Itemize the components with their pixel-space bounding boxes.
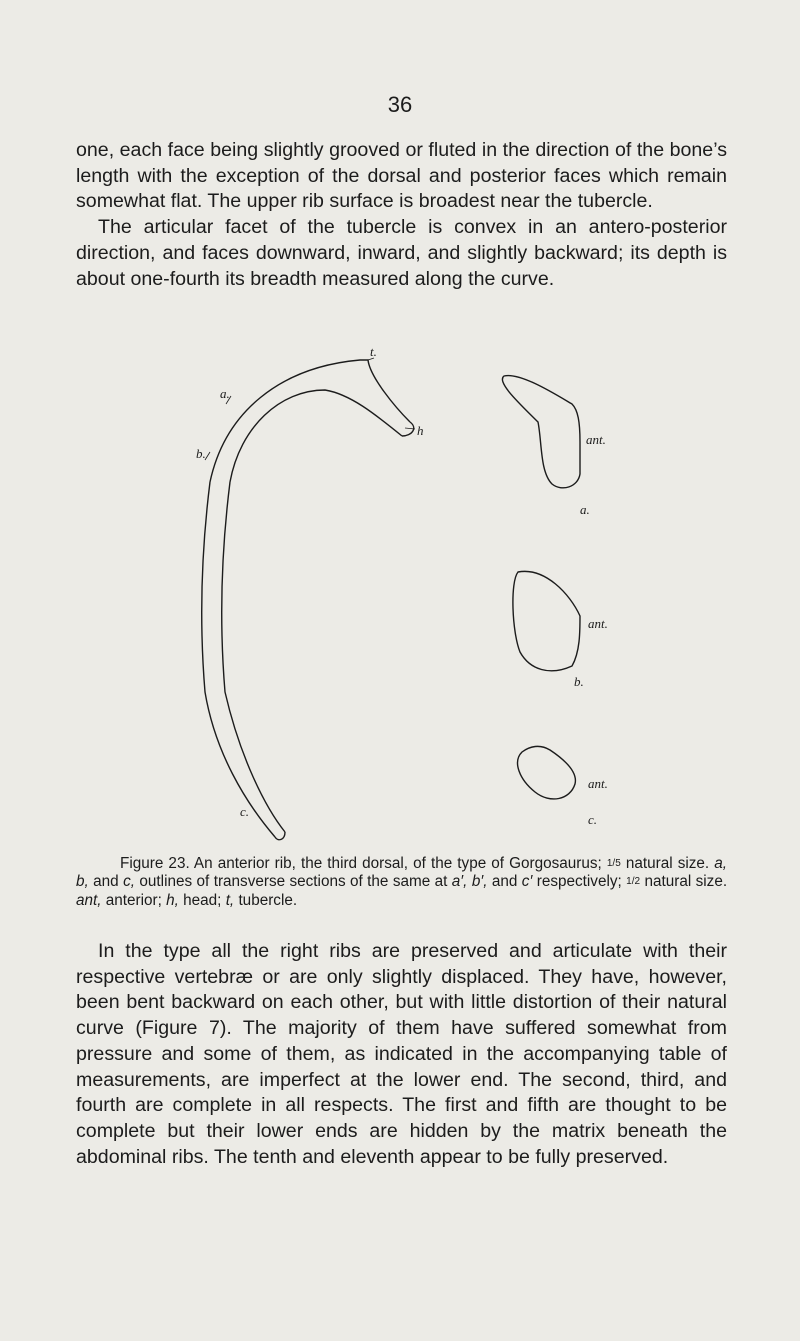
- paragraph-1: one, each face being slightly grooved or fluted in the direction of the bone’s length with the exception of the dorsal and posterior faces which remain somewhat flat. The upper rib surface is broadest near the tubercle.: [76, 139, 727, 213]
- caption-fragment: natural size.: [625, 855, 710, 872]
- rib-distal-end: [275, 832, 285, 840]
- fraction-one-half: 1/2: [626, 876, 641, 888]
- section-b-outline: [513, 571, 580, 670]
- label-b: b.: [574, 674, 584, 689]
- caption-fragment: and: [93, 873, 119, 891]
- caption-fragment: a′, b′,: [451, 873, 488, 891]
- section-a-outline: [502, 376, 580, 488]
- figure-23: [160, 332, 700, 852]
- rib-shaft-outer: [202, 482, 275, 837]
- rib-outer-edge: [210, 360, 410, 482]
- rib-illustration: [160, 332, 700, 852]
- figure-caption: [76, 855, 727, 910]
- page-number: 36: [387, 92, 413, 117]
- section-c-outline: [518, 746, 576, 799]
- label-a: a.: [580, 502, 590, 517]
- rib-inner-edge: [230, 390, 402, 482]
- label-a-prime: a.: [220, 386, 230, 401]
- caption-fragment: anterior;: [105, 891, 162, 909]
- label-c: c.: [588, 812, 598, 827]
- label-b-prime: b.: [196, 446, 206, 461]
- caption-fragment: a, b,: [76, 855, 728, 891]
- caption-fragment: h,: [166, 891, 179, 909]
- caption-fragment: c′: [521, 873, 533, 891]
- fraction-one-fifth: 1/5: [606, 858, 621, 869]
- rib-shaft-inner: [222, 482, 285, 832]
- label-t: t.: [370, 344, 377, 359]
- label-ant-c: ant.: [588, 776, 608, 791]
- text-block-top: [76, 138, 727, 292]
- label-c-prime: c.: [240, 804, 250, 819]
- caption-fragment: c,: [123, 873, 136, 891]
- caption-fragment: Figure 23. An anterior rib, the third dorsal, of the type of Gorgosaurus;: [120, 855, 602, 872]
- caption-fragment: t,: [225, 891, 235, 909]
- caption-fragment: head;: [183, 891, 222, 909]
- paragraph-2: The articular facet of the tubercle is convex in an antero-posterior direction, and faces downward, inward, and slightly backward; its depth is about one-fourth its breadth measured along the curve.: [76, 216, 727, 290]
- text-block-bottom: [76, 939, 727, 1170]
- label-h: h: [417, 423, 424, 438]
- label-ant-a: ant.: [586, 432, 606, 447]
- caption-fragment: outlines of transverse sections of the same at: [139, 873, 448, 891]
- caption-fragment: natural size.: [644, 873, 728, 891]
- label-ant-b: ant.: [588, 616, 608, 631]
- caption-fragment: ant,: [76, 891, 102, 909]
- caption-fragment: respectively;: [536, 873, 622, 891]
- caption-fragment: tubercle.: [238, 891, 298, 909]
- caption-fragment: and: [491, 873, 518, 891]
- paragraph-3: In the type all the right ribs are preserved and articulate with their respective vertebræ or are only slightly displaced. They have, however, been bent backward on each other, but with little distortion of their natural curve (Figure 7). The majority of them have suffered somewhat from pressure and some of them, as indicated in the accompanying table of measurements, are imperfect at the lower end. The second, third, and fourth are complete in all respects. The first and fifth are thought to be complete but their lower ends are hidden by the matrix beneath the abdominal ribs. The tenth and eleventh appear to be fully preserved.: [76, 940, 727, 1168]
